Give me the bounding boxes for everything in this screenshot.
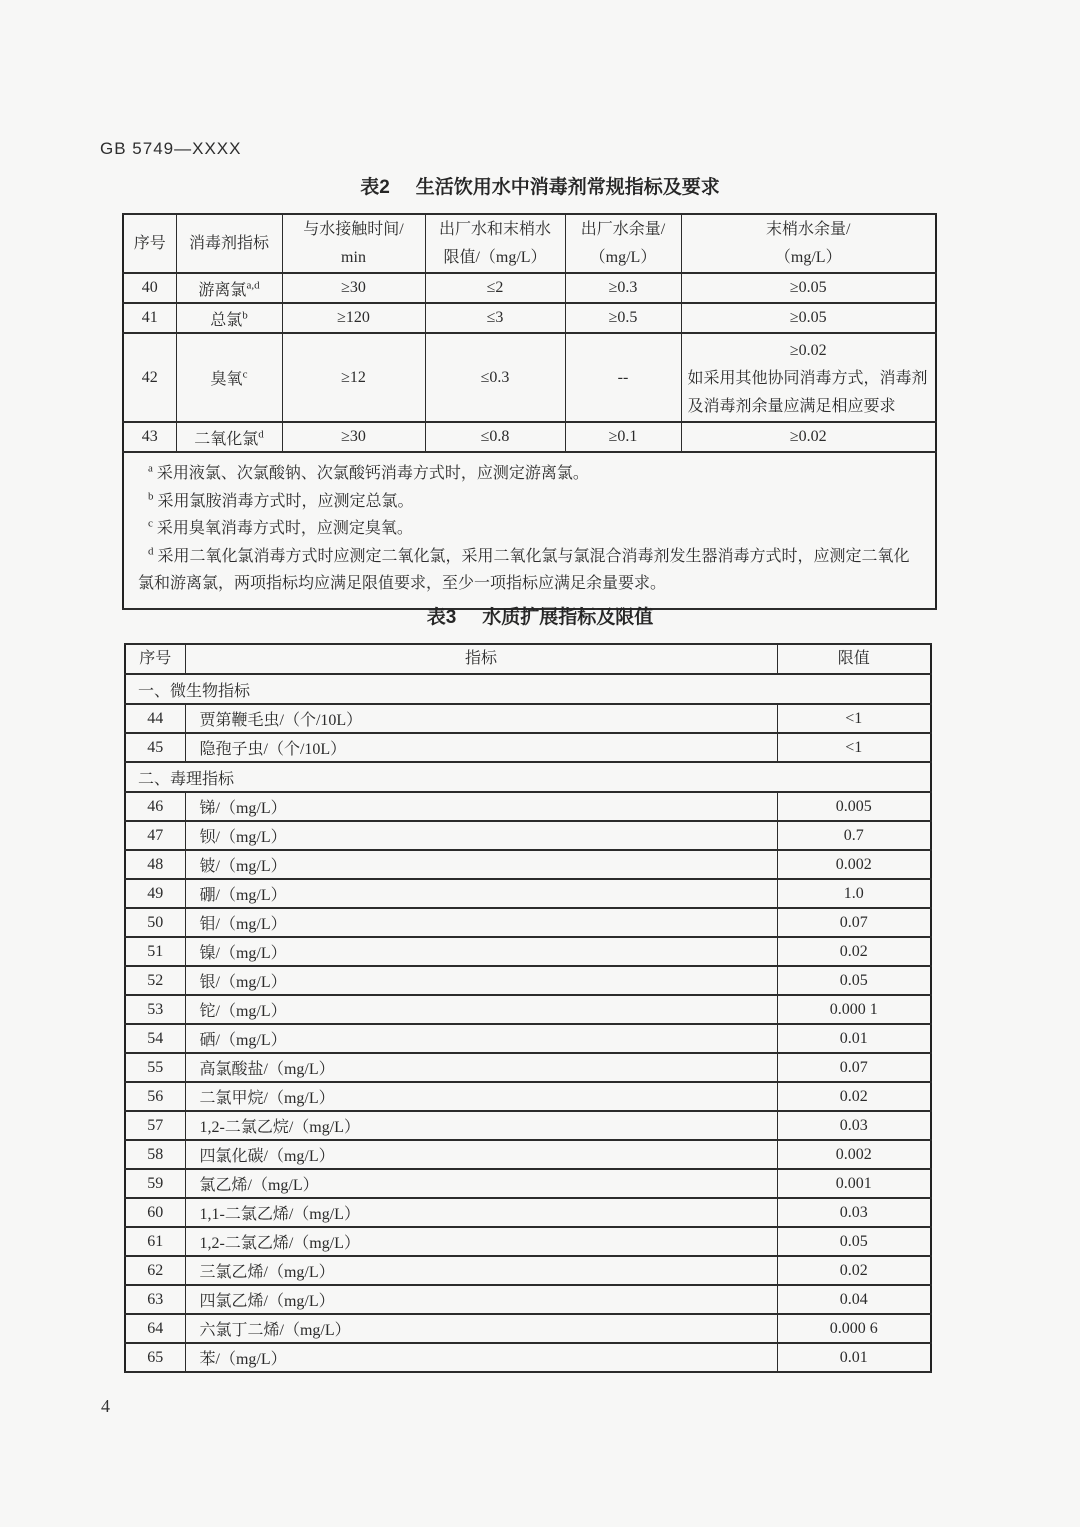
cell-num: 40 xyxy=(123,273,176,303)
cell-num: 60 xyxy=(125,1198,185,1227)
cell-limit: 0.02 xyxy=(777,937,931,966)
cell-num: 52 xyxy=(125,966,185,995)
table-row xyxy=(125,966,931,995)
cell-indicator: 钡/（mg/L） xyxy=(185,821,777,850)
table-row xyxy=(125,1111,931,1140)
cell-num: 63 xyxy=(125,1285,185,1314)
footnote-d: $^d$ 采用二氧化氯消毒方式时应测定二氧化氯，采用二氧化氯与氯混合消毒剂发生器消毒方式时，应测定二氧化氯和游离氯，两项指标均应满足限值要求，至少一项指标应满足余量要求。 xyxy=(138,545,910,592)
table-row xyxy=(125,1169,931,1198)
table-row xyxy=(125,1082,931,1111)
table3-caption xyxy=(0,602,1080,629)
table3-col-limit: 限值 xyxy=(777,644,931,674)
cell-num: 55 xyxy=(125,1053,185,1082)
cell-limit: 0.000 1 xyxy=(777,995,931,1024)
cell-limit: 0.03 xyxy=(777,1198,931,1227)
cell-indicator: 银/（mg/L） xyxy=(185,966,777,995)
table3-col-indicator: 指标 xyxy=(185,644,777,674)
table-row xyxy=(125,1024,931,1053)
cell-terminal: ≥0.05 xyxy=(681,273,936,303)
table-row xyxy=(125,995,931,1024)
cell-limit: 0.001 xyxy=(777,1169,931,1198)
section-row-microbiological: 一、微生物指标 xyxy=(125,674,931,704)
table2-footnotes xyxy=(123,452,936,609)
cell-num: 48 xyxy=(125,850,185,879)
cell-indicator: 1,1-二氯乙烯/（mg/L） xyxy=(185,1198,777,1227)
table-row xyxy=(123,333,936,422)
cell-indicator: 四氯化碳/（mg/L） xyxy=(185,1140,777,1169)
cell-limit: 0.01 xyxy=(777,1343,931,1372)
footnote-b: $^b$ 采用氯胺消毒方式时，应测定总氯。 xyxy=(148,490,414,510)
table2-caption-text: 生活饮用水中消毒剂常规指标及要求 xyxy=(415,177,720,198)
table2-col-limit: 出厂水和末梢水 限值/（mg/L） xyxy=(425,214,565,273)
cell-indicator: 游离氯$^{a,d}$ xyxy=(176,273,282,303)
table-row xyxy=(125,1256,931,1285)
cell-num: 49 xyxy=(125,879,185,908)
cell-indicator: 硼/（mg/L） xyxy=(185,879,777,908)
table-row xyxy=(125,1140,931,1169)
cell-limit: 0.02 xyxy=(777,1256,931,1285)
cell-limit: ≤3 xyxy=(425,303,565,333)
cell-num: 59 xyxy=(125,1169,185,1198)
cell-limit: <1 xyxy=(777,733,931,762)
cell-terminal: ≥0.02 如采用其他协同消毒方式，消毒剂及消毒剂余量应满足相应要求 xyxy=(681,333,936,422)
cell-limit: 0.7 xyxy=(777,821,931,850)
table2-col-indicator: 消毒剂指标 xyxy=(176,214,282,273)
cell-limit: 0.000 6 xyxy=(777,1314,931,1343)
cell-indicator: 硒/（mg/L） xyxy=(185,1024,777,1053)
cell-num: 58 xyxy=(125,1140,185,1169)
cell-num: 45 xyxy=(125,733,185,762)
cell-num: 64 xyxy=(125,1314,185,1343)
cell-contact: ≥30 xyxy=(282,273,425,303)
cell-limit: 0.03 xyxy=(777,1111,931,1140)
cell-indicator: 镍/（mg/L） xyxy=(185,937,777,966)
table-row xyxy=(125,1343,931,1372)
cell-indicator: 三氯乙烯/（mg/L） xyxy=(185,1256,777,1285)
table-row xyxy=(125,879,931,908)
cell-indicator: 氯乙烯/（mg/L） xyxy=(185,1169,777,1198)
table2-col-contact: 与水接触时间/ min xyxy=(282,214,425,273)
cell-num: 57 xyxy=(125,1111,185,1140)
cell-limit: 0.07 xyxy=(777,908,931,937)
cell-indicator: 隐孢子虫/（个/10L） xyxy=(185,733,777,762)
table3-col-num: 序号 xyxy=(125,644,185,674)
table-row xyxy=(125,733,931,762)
cell-limit: 0.01 xyxy=(777,1024,931,1053)
cell-num: 65 xyxy=(125,1343,185,1372)
cell-limit: ≤0.3 xyxy=(425,333,565,422)
table3-header-row xyxy=(125,644,931,674)
table-row xyxy=(125,821,931,850)
cell-contact: ≥120 xyxy=(282,303,425,333)
table-row xyxy=(125,1198,931,1227)
cell-limit: 0.04 xyxy=(777,1285,931,1314)
footnote-c: $^c$ 采用臭氧消毒方式时，应测定臭氧。 xyxy=(148,517,413,537)
cell-limit: 0.002 xyxy=(777,850,931,879)
cell-limit: 0.05 xyxy=(777,966,931,995)
table-row xyxy=(125,704,931,733)
cell-num: 46 xyxy=(125,792,185,821)
cell-factory: ≥0.1 xyxy=(565,422,681,452)
cell-num: 61 xyxy=(125,1227,185,1256)
cell-num: 50 xyxy=(125,908,185,937)
table3-extended-indicators xyxy=(124,643,932,1373)
table2-header-row xyxy=(123,214,936,273)
cell-limit: <1 xyxy=(777,704,931,733)
cell-indicator: 贾第鞭毛虫/（个/10L） xyxy=(185,704,777,733)
table2-disinfectant-indicators xyxy=(122,213,937,610)
cell-terminal: ≥0.02 xyxy=(681,422,936,452)
table-row xyxy=(125,792,931,821)
table-row xyxy=(125,1227,931,1256)
table2-caption xyxy=(0,172,1080,199)
table2-col-num: 序号 xyxy=(123,214,176,273)
table3-caption-text: 水质扩展指标及限值 xyxy=(482,607,654,628)
cell-num: 41 xyxy=(123,303,176,333)
cell-limit: 0.05 xyxy=(777,1227,931,1256)
cell-num: 47 xyxy=(125,821,185,850)
cell-contact: ≥12 xyxy=(282,333,425,422)
cell-num: 62 xyxy=(125,1256,185,1285)
cell-indicator: 铍/（mg/L） xyxy=(185,850,777,879)
table-row xyxy=(125,908,931,937)
cell-indicator: 1,2-二氯乙烯/（mg/L） xyxy=(185,1227,777,1256)
table-row xyxy=(123,273,936,303)
table-row xyxy=(125,1285,931,1314)
cell-num: 54 xyxy=(125,1024,185,1053)
table-row xyxy=(123,303,936,333)
cell-indicator: 总氯$^b$ xyxy=(176,303,282,333)
cell-num: 42 xyxy=(123,333,176,422)
cell-indicator: 六氯丁二烯/（mg/L） xyxy=(185,1314,777,1343)
table-row xyxy=(125,1053,931,1082)
cell-indicator: 钼/（mg/L） xyxy=(185,908,777,937)
cell-factory: ≥0.3 xyxy=(565,273,681,303)
table-row xyxy=(125,850,931,879)
table2-footnotes-row xyxy=(123,452,936,609)
cell-indicator: 高氯酸盐/（mg/L） xyxy=(185,1053,777,1082)
cell-indicator: 二氧化氯$^d$ xyxy=(176,422,282,452)
cell-indicator: 铊/（mg/L） xyxy=(185,995,777,1024)
cell-indicator: 二氯甲烷/（mg/L） xyxy=(185,1082,777,1111)
cell-indicator: 1,2-二氯乙烷/（mg/L） xyxy=(185,1111,777,1140)
cell-num: 51 xyxy=(125,937,185,966)
table2-col-factory-residual: 出厂水余量/ （mg/L） xyxy=(565,214,681,273)
section-row-toxicological: 二、毒理指标 xyxy=(125,762,931,792)
footnote-a: $^a$ 采用液氯、次氯酸钠、次氯酸钙消毒方式时，应测定游离氯。 xyxy=(148,462,589,482)
table-row xyxy=(123,422,936,452)
cell-limit: 1.0 xyxy=(777,879,931,908)
cell-indicator: 苯/（mg/L） xyxy=(185,1343,777,1372)
cell-limit: 0.02 xyxy=(777,1082,931,1111)
cell-indicator: 臭氧$^c$ xyxy=(176,333,282,422)
table-row xyxy=(125,937,931,966)
cell-num: 56 xyxy=(125,1082,185,1111)
cell-factory: -- xyxy=(565,333,681,422)
cell-factory: ≥0.5 xyxy=(565,303,681,333)
cell-contact: ≥30 xyxy=(282,422,425,452)
cell-num: 44 xyxy=(125,704,185,733)
cell-num: 43 xyxy=(123,422,176,452)
cell-indicator: 四氯乙烯/（mg/L） xyxy=(185,1285,777,1314)
cell-num: 53 xyxy=(125,995,185,1024)
cell-limit: ≤2 xyxy=(425,273,565,303)
cell-limit: 0.005 xyxy=(777,792,931,821)
page-number: 4 xyxy=(101,1396,110,1416)
doc-code: GB 5749—XXXX xyxy=(100,139,242,158)
cell-limit: 0.002 xyxy=(777,1140,931,1169)
table3-caption-number: 表3 xyxy=(426,607,457,628)
cell-limit: 0.07 xyxy=(777,1053,931,1082)
cell-limit: ≤0.8 xyxy=(425,422,565,452)
cell-terminal: ≥0.05 xyxy=(681,303,936,333)
table2-col-terminal-residual: 末梢水余量/ （mg/L） xyxy=(681,214,936,273)
table-row xyxy=(125,1314,931,1343)
table2-caption-number: 表2 xyxy=(360,177,390,198)
cell-indicator: 锑/（mg/L） xyxy=(185,792,777,821)
